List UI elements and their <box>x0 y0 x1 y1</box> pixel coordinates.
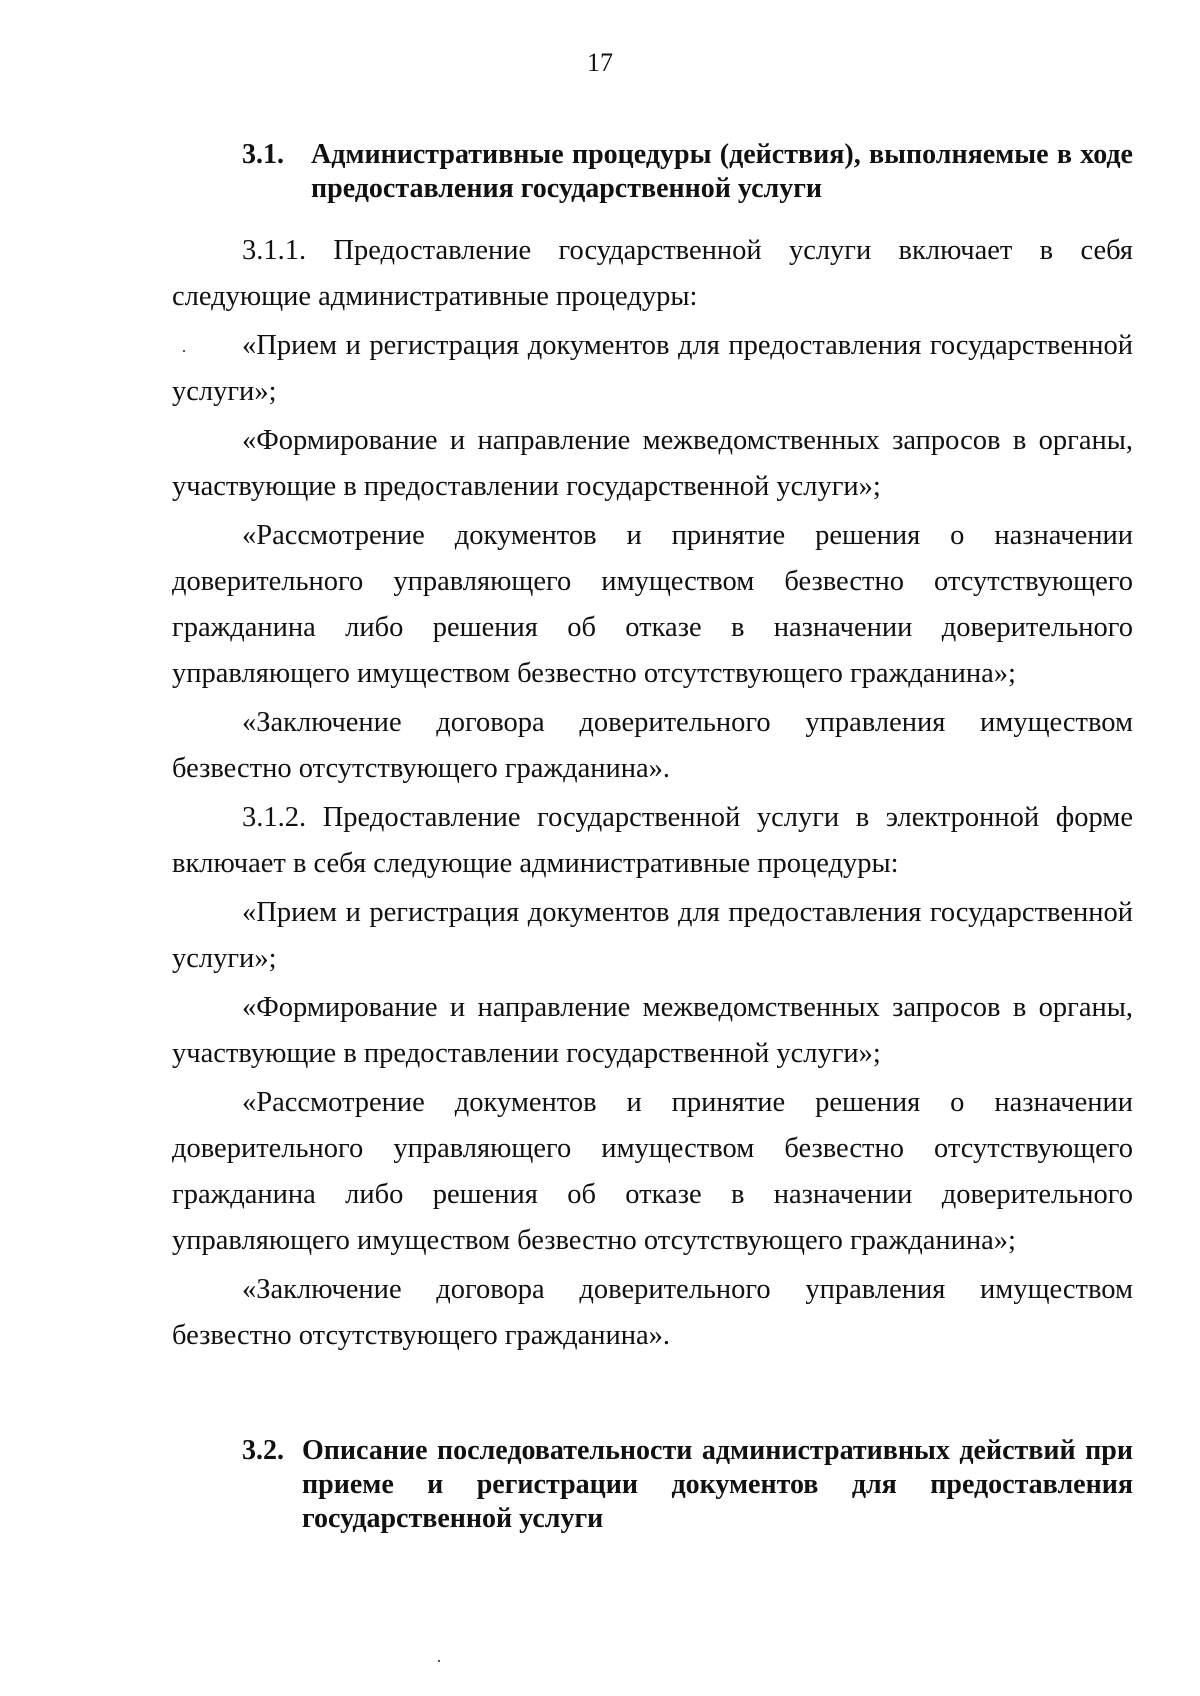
section-title: Описание последовательности административных действий при приеме и регистрации документов для предоставления государственной услуги <box>302 1435 1133 1534</box>
section-number: 3.2. <box>242 1435 284 1466</box>
section-3-2-heading <box>172 1434 1133 1536</box>
paragraph: «Заключение договора доверительного управления имуществом безвестно отсутствующего гражданина». <box>172 1274 1133 1351</box>
paragraph: «Формирование и направление межведомственных запросов в органы, участвующие в предоставлении государственной услуги»; <box>172 992 1133 1069</box>
scan-speck <box>438 1660 440 1662</box>
paragraph: «Формирование и направление межведомственных запросов в органы, участвующие в предоставлении государственной услуги»; <box>172 425 1133 502</box>
paragraph: «Рассмотрение документов и принятие решения о назначении доверительного управляющего имуществом безвестно отсутствующего гражданина либо решения об отказе в назначении доверительного управляющего имуществом безвестно отсутствующего гражданина»; <box>172 1087 1133 1256</box>
paragraph: 3.1.2. Предоставление государственной услуги в электронной форме включает в себя следующие административные процедуры: <box>172 802 1133 879</box>
paragraph: 3.1.1. Предоставление государственной услуги включает в себя следующие административные процедуры: <box>172 235 1133 312</box>
paragraph: «Заключение договора доверительного управления имуществом безвестно отсутствующего гражданина». <box>172 707 1133 784</box>
page-number: 17 <box>587 48 613 77</box>
scan-speck <box>183 350 185 352</box>
section-3-1-heading <box>172 138 1133 206</box>
paragraph: «Прием и регистрация документов для предоставления государственной услуги»; <box>172 330 1133 407</box>
section-title: Административные процедуры (действия), выполняемые в ходе предоставления государственной услуги <box>311 139 1133 204</box>
paragraph: «Прием и регистрация документов для предоставления государственной услуги»; <box>172 897 1133 974</box>
section-3-1-body <box>172 228 1133 1359</box>
section-number: 3.1. <box>242 139 284 170</box>
paragraph: «Рассмотрение документов и принятие решения о назначении доверительного управляющего имуществом безвестно отсутствующего гражданина либо решения об отказе в назначении доверительного управляющего имуществом безвестно отсутствующего гражданина»; <box>172 520 1133 689</box>
